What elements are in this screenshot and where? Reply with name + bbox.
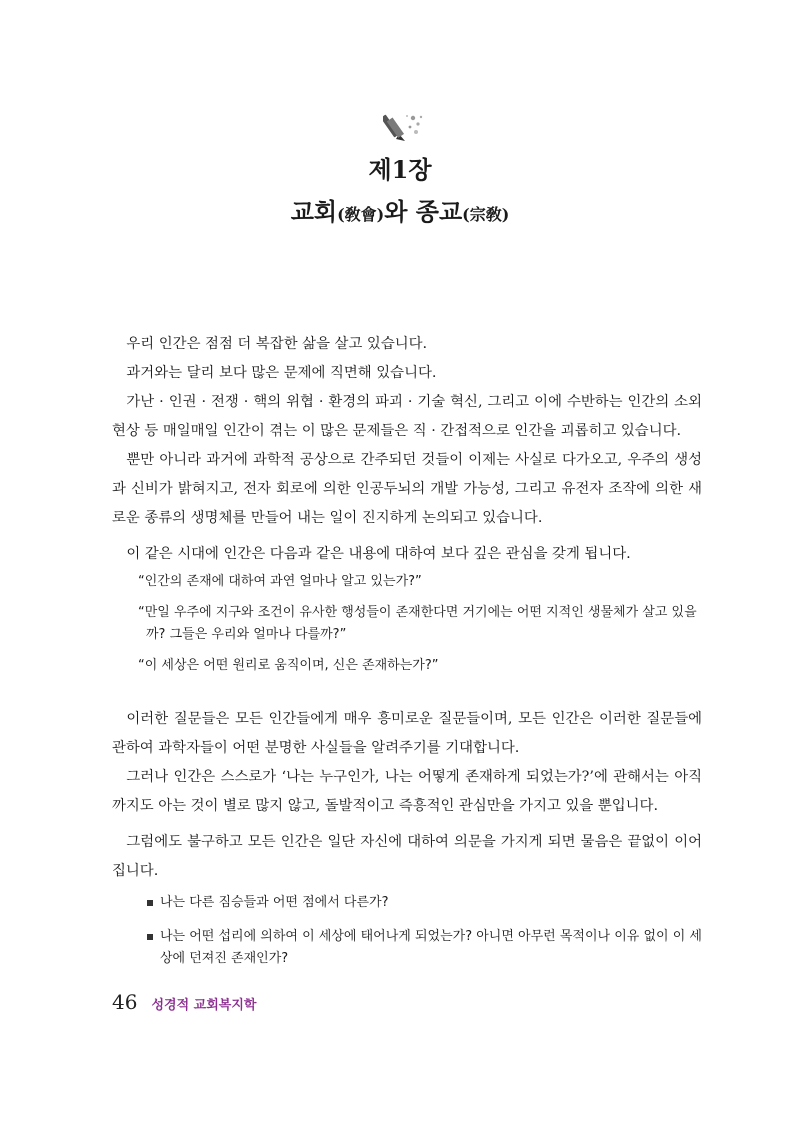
paragraph: 이 같은 시대에 인간은 다음과 같은 내용에 대하여 보다 깊은 관심을 갖게 됩니다. <box>126 546 631 562</box>
conclusion-section <box>112 828 702 982</box>
chapter-number: 제1장 <box>368 155 432 184</box>
book-title: 성경적 교회복지학 <box>151 998 257 1013</box>
bullet-text: 나는 다른 짐승들과 어떤 점에서 다른가? <box>160 895 389 910</box>
paragraph: 그러나 인간은 스스로가 ‘나는 누구인가, 나는 어떻게 존재하게 되었는가?’에 관해서는 아직까지도 아는 것이 별로 많지 않고, 돌발적이고 즉흥적인 관심만을 가지고 있을 뿐입니다. <box>112 769 702 814</box>
bullet-list <box>112 892 702 970</box>
chapter-title <box>0 192 800 227</box>
paragraph: 그럼에도 불구하고 모든 인간은 일단 자신에 대하여 의문을 가지게 되면 물음은 끝없이 이어집니다. <box>112 834 702 879</box>
quote-item: “이 세상은 어떤 원리로 움직이며, 신은 존재하는가?” <box>138 658 439 673</box>
paragraph: 가난 · 인권 · 전쟁 · 핵의 위협 · 환경의 파괴 · 기술 혁신, 그리고 이에 수반하는 인간의 소외 현상 등 매일매일 인간이 겪는 이 많은 문제들은 직 · 간접적으로 인간을 괴롭히고 있습니다. <box>112 394 702 439</box>
bullet-text: 나는 어떤 섭리에 의하여 이 세상에 태어나게 되었는가? 아니면 아무런 목적이나 이유 없이 이 세상에 던져진 존재인가? <box>160 929 702 966</box>
paragraph: 과거와는 달리 보다 많은 문제에 직면해 있습니다. <box>126 365 437 381</box>
paragraph: 우리 인간은 점점 더 복잡한 삶을 살고 있습니다. <box>126 336 428 352</box>
paragraph: 뿐만 아니라 과거에 과학적 공상으로 간주되던 것들이 이제는 사실로 다가오고, 우주의 생성과 신비가 밝혀지고, 전자 회로에 의한 인공두뇌의 개발 가능성, 그리고 유전자 조작에 의한 새로운 종류의 생명체를 만들어 내는 일이 진지하게 논의되고 있습니다. <box>112 452 702 526</box>
quote-item: “인간의 존재에 대하여 과연 얼마나 알고 있는가?” <box>138 574 422 589</box>
page-footer <box>112 990 256 1014</box>
quote-item: “만일 우주에 지구와 조건이 유사한 행성들이 존재한다면 거기에는 어떤 지적인 생물체가 살고 있을까? 그들은 우리와 얼마나 다를까?” <box>138 605 697 642</box>
title-hanja-2: (宗敎) <box>462 205 510 224</box>
intro-section <box>112 330 702 533</box>
questions-section <box>112 540 702 686</box>
bullet-item <box>112 926 702 970</box>
page-number: 46 <box>112 990 138 1014</box>
bullet-item <box>112 892 702 914</box>
square-bullet-icon <box>147 934 153 940</box>
paragraph: 이러한 질문들은 모든 인간들에게 매우 흥미로운 질문들이며, 모든 인간은 이러한 질문들에 관하여 과학자들이 어떤 분명한 사실들을 알려주기를 기대합니다. <box>112 711 702 756</box>
pencil-icon <box>383 108 425 144</box>
square-bullet-icon <box>147 900 153 906</box>
title-main: 교회 <box>290 197 338 226</box>
title-mid: 와 종교 <box>384 197 463 226</box>
title-hanja-1: (敎會) <box>337 205 385 224</box>
discussion-section <box>112 705 702 821</box>
quote-list <box>112 571 702 677</box>
